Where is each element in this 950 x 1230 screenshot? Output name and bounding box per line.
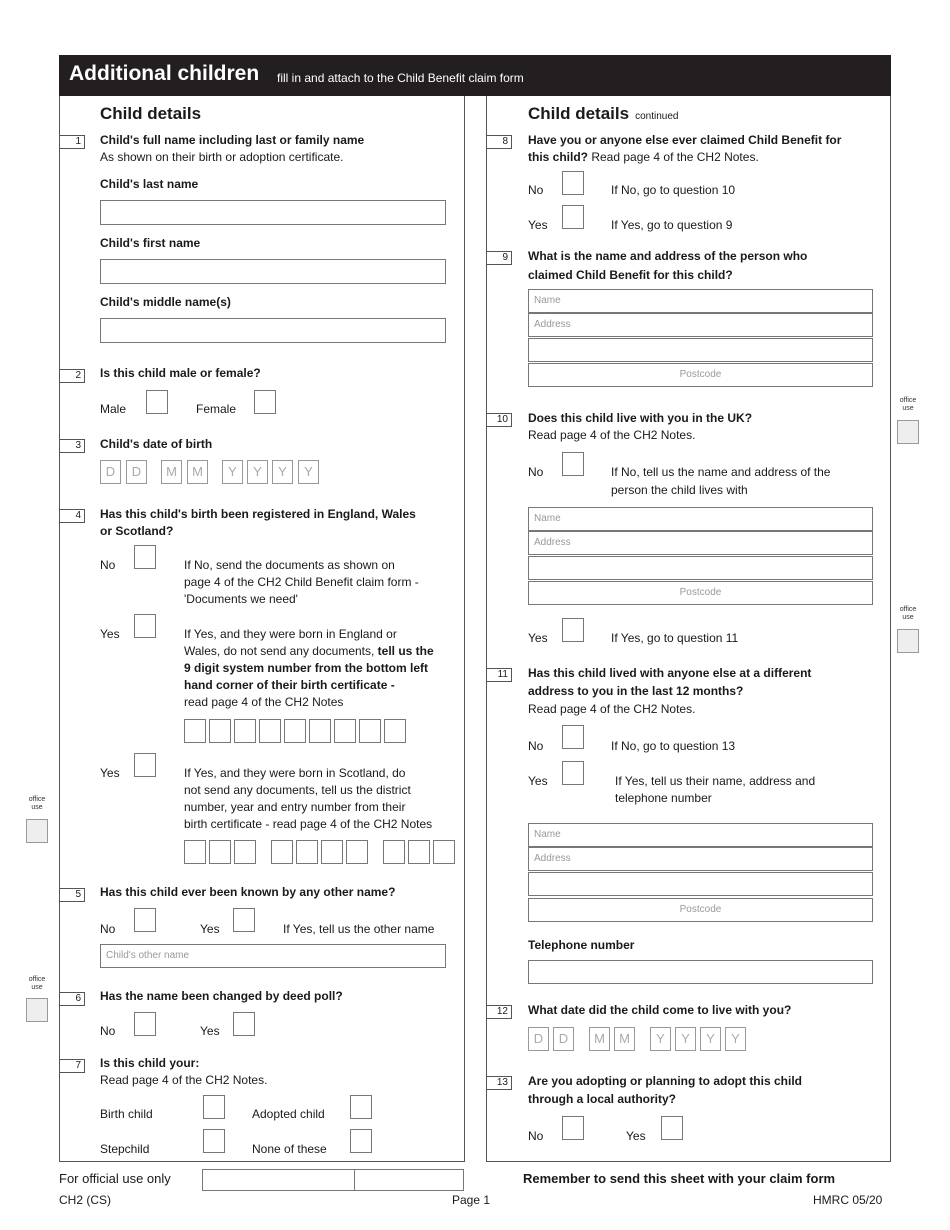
system-digit-8[interactable] (359, 719, 381, 743)
q9-address-input-2[interactable] (528, 338, 873, 362)
q3-title: Child's date of birth (100, 437, 213, 451)
q6-yes-label: Yes (200, 1024, 220, 1038)
question-number-4: 4 (59, 509, 85, 523)
system-digit-1[interactable] (184, 719, 206, 743)
q10-if-no-1: If No, tell us the name and address of the (611, 465, 831, 479)
q4-no-note-3: 'Documents we need' (184, 592, 298, 606)
q8-title-2b: Read page 4 of the CH2 Notes. (588, 150, 759, 164)
question-number-12: 12 (486, 1005, 512, 1019)
q6-no-checkbox[interactable] (134, 1012, 156, 1036)
q10-address-input-2[interactable] (528, 556, 873, 580)
continued-label: continued (635, 111, 679, 122)
q4-yes1-note-2a: Wales, do not send any documents, (184, 644, 378, 658)
office-use-line1: office (899, 606, 917, 613)
office-use-line1: office (28, 796, 46, 803)
q4-yes1-note-1: If Yes, and they were born in England or (184, 627, 397, 641)
q4-no-label: No (100, 558, 116, 572)
q4-yes1-note-2b: tell us the (377, 644, 434, 658)
q5-title: Has this child ever been known by any other name? (100, 885, 396, 899)
adopted-child-checkbox[interactable] (350, 1095, 372, 1119)
q5-no-label: No (100, 922, 116, 936)
office-use-line1: office (899, 397, 917, 404)
q10-yes-checkbox[interactable] (562, 618, 584, 642)
q11-subtitle: Read page 4 of the CH2 Notes. (528, 702, 696, 716)
question-number-2: 2 (59, 369, 85, 383)
q4-yes2-note-1: If Yes, and they were born in Scotland, do (184, 766, 406, 780)
q13-yes-label: Yes (626, 1129, 646, 1143)
q4-no-note-2: page 4 of the CH2 Child Benefit claim form - (184, 575, 419, 589)
year-digit-1[interactable] (271, 840, 293, 864)
q4-title-line2: or Scotland? (100, 524, 174, 538)
dob-year-4[interactable]: Y (298, 460, 319, 484)
q11-if-yes-2: telephone number (615, 791, 712, 805)
question-number-8: 8 (486, 135, 512, 149)
question-number-3: 3 (59, 439, 85, 453)
office-use-line2: use (902, 405, 914, 412)
date-year-1[interactable]: Y (650, 1027, 671, 1051)
question-number-13: 13 (486, 1076, 512, 1090)
question-number-10: 10 (486, 413, 512, 427)
office-use-line2: use (902, 614, 914, 621)
q11-postcode-input[interactable]: Postcode (528, 898, 873, 922)
office-use-label-4 (896, 606, 920, 622)
q11-name-input[interactable]: Name (528, 823, 873, 847)
office-use-line2: use (31, 984, 43, 991)
q11-title-line1: Has this child lived with anyone else at a different (528, 666, 812, 680)
q10-title: Does this child live with you in the UK? (528, 411, 753, 425)
q12-title: What date did the child come to live with you? (528, 1003, 792, 1017)
q5-if-yes-note: If Yes, tell us the other name (283, 922, 435, 936)
q4-yes2-checkbox[interactable] (134, 753, 156, 777)
q13-no-label: No (528, 1129, 544, 1143)
q10-yes-label: Yes (528, 631, 548, 645)
q2-title: Is this child male or female? (100, 366, 261, 380)
q4-yes1-checkbox[interactable] (134, 614, 156, 638)
q4-no-note-1: If No, send the documents as shown on (184, 558, 395, 572)
q6-no-label: No (100, 1024, 116, 1038)
date-year-3[interactable]: Y (700, 1027, 721, 1051)
q8-no-label: No (528, 183, 544, 197)
q4-no-checkbox[interactable] (134, 545, 156, 569)
official-use-label: For official use only (59, 1171, 171, 1186)
system-digit-6[interactable] (309, 719, 331, 743)
telephone-input[interactable] (528, 960, 873, 984)
q9-name-input[interactable]: Name (528, 289, 873, 313)
system-digit-7[interactable] (334, 719, 356, 743)
q9-title-line1: What is the name and address of the person who (528, 249, 808, 263)
q10-subtitle: Read page 4 of the CH2 Notes. (528, 428, 696, 442)
q5-yes-checkbox[interactable] (233, 908, 255, 932)
office-use-label-1 (25, 796, 49, 812)
q4-yes2-note-4: birth certificate - read page 4 of the CH2 Notes (184, 817, 433, 831)
stepchild-label: Stepchild (100, 1142, 150, 1156)
dob-year-2[interactable]: Y (247, 460, 268, 484)
q8-title-2a: this child? (528, 150, 588, 164)
male-label: Male (100, 402, 127, 416)
q10-name-input[interactable]: Name (528, 507, 873, 531)
date-month-1[interactable]: M (589, 1027, 610, 1051)
entry-digit-3[interactable] (433, 840, 455, 864)
section-title-left: Child details (100, 104, 202, 123)
year-digit-3[interactable] (321, 840, 343, 864)
dob-day-1[interactable]: D (100, 460, 121, 484)
q9-address-input-1[interactable]: Address (528, 313, 873, 337)
birth-child-label: Birth child (100, 1107, 153, 1121)
middle-name-input[interactable] (100, 318, 446, 343)
q10-address-input-1[interactable]: Address (528, 531, 873, 555)
office-use-box-4 (897, 629, 919, 653)
office-use-box-1 (26, 819, 48, 843)
office-use-box-2 (26, 998, 48, 1022)
reminder-text: Remember to send this sheet with your claim form (523, 1171, 836, 1186)
system-digit-9[interactable] (384, 719, 406, 743)
female-label: Female (196, 402, 237, 416)
question-number-7: 7 (59, 1059, 85, 1073)
q4-yes2-label: Yes (100, 766, 120, 780)
last-name-label: Child's last name (100, 177, 199, 191)
official-use-box-2 (354, 1169, 464, 1191)
middle-name-label: Child's middle name(s) (100, 295, 231, 309)
dob-year-1[interactable]: Y (222, 460, 243, 484)
year-digit-4[interactable] (346, 840, 368, 864)
form-header (59, 55, 891, 96)
q4-yes2-note-3: number, year and entry number from their (184, 800, 406, 814)
system-digit-3[interactable] (234, 719, 256, 743)
q6-title: Has the name been changed by deed poll? (100, 989, 343, 1003)
other-name-input[interactable]: Child's other name (100, 944, 446, 968)
q8-if-no: If No, go to question 10 (611, 183, 736, 197)
system-digit-2[interactable] (209, 719, 231, 743)
q1-subtitle: As shown on their birth or adoption certificate. (100, 150, 344, 164)
date-year-2[interactable]: Y (675, 1027, 696, 1051)
official-use-box-1 (202, 1169, 355, 1191)
q8-title-line2 (528, 149, 759, 166)
office-use-line2: use (31, 804, 43, 811)
q13-no-checkbox[interactable] (562, 1116, 584, 1140)
office-use-label-3 (896, 397, 920, 413)
office-use-box-3 (897, 420, 919, 444)
page-number: Page 1 (452, 1193, 491, 1207)
dob-day-2[interactable]: D (126, 460, 147, 484)
q7-subtitle: Read page 4 of the CH2 Notes. (100, 1073, 268, 1087)
form-title: Additional children (69, 62, 260, 85)
question-number-1: 1 (59, 135, 85, 149)
q4-yes1-note-5: read page 4 of the CH2 Notes (184, 695, 344, 709)
office-use-label-2 (25, 976, 49, 992)
male-checkbox[interactable] (146, 390, 168, 414)
none-of-these-label: None of these (252, 1142, 327, 1156)
form-ref: HMRC 05/20 (813, 1193, 883, 1207)
date-year-4[interactable]: Y (725, 1027, 746, 1051)
q9-postcode-input[interactable]: Postcode (528, 363, 873, 387)
question-number-9: 9 (486, 251, 512, 265)
dob-year-3[interactable]: Y (272, 460, 293, 484)
office-use-line1: office (28, 976, 46, 983)
q11-address-input-2[interactable] (528, 872, 873, 896)
system-digit-4[interactable] (259, 719, 281, 743)
form-subtitle: fill in and attach to the Child Benefit claim form (277, 71, 524, 85)
q4-yes1-note-2 (184, 643, 434, 660)
q8-yes-checkbox[interactable] (562, 205, 584, 229)
entry-digit-2[interactable] (408, 840, 430, 864)
question-number-6: 6 (59, 992, 85, 1006)
q5-no-checkbox[interactable] (134, 908, 156, 932)
district-digit-3[interactable] (234, 840, 256, 864)
q4-yes1-note-4: hand corner of their birth certificate - (184, 678, 395, 692)
q4-yes1-note-3: 9 digit system number from the bottom left (184, 661, 429, 675)
first-name-label: Child's first name (100, 236, 201, 250)
q13-title-line1: Are you adopting or planning to adopt this child (528, 1074, 802, 1088)
q7-title: Is this child your: (100, 1056, 200, 1070)
question-number-5: 5 (59, 888, 85, 902)
birth-child-checkbox[interactable] (203, 1095, 225, 1119)
q11-if-yes-1: If Yes, tell us their name, address and (615, 774, 816, 788)
q4-yes2-note-2: not send any documents, tell us the district (184, 783, 411, 797)
district-digit-1[interactable] (184, 840, 206, 864)
q10-no-checkbox[interactable] (562, 452, 584, 476)
first-name-input[interactable] (100, 259, 446, 284)
dob-month-2[interactable]: M (187, 460, 208, 484)
q11-if-no: If No, go to question 13 (611, 739, 736, 753)
form-code: CH2 (CS) (59, 1193, 112, 1207)
q4-yes1-label: Yes (100, 627, 120, 641)
entry-digit-1[interactable] (383, 840, 405, 864)
section-title-right (528, 104, 678, 124)
stepchild-checkbox[interactable] (203, 1129, 225, 1153)
q13-yes-checkbox[interactable] (661, 1116, 683, 1140)
q10-if-no-2: person the child lives with (611, 483, 748, 497)
last-name-input[interactable] (100, 200, 446, 225)
date-day-1[interactable]: D (528, 1027, 549, 1051)
q5-yes-label: Yes (200, 922, 220, 936)
q11-no-checkbox[interactable] (562, 725, 584, 749)
q11-address-input-1[interactable]: Address (528, 847, 873, 871)
year-digit-2[interactable] (296, 840, 318, 864)
q8-no-checkbox[interactable] (562, 171, 584, 195)
adopted-child-label: Adopted child (252, 1107, 325, 1121)
system-digit-5[interactable] (284, 719, 306, 743)
q11-no-label: No (528, 739, 544, 753)
telephone-label: Telephone number (528, 938, 635, 952)
q6-yes-checkbox[interactable] (233, 1012, 255, 1036)
q10-postcode-input[interactable]: Postcode (528, 581, 873, 605)
q8-title-line1: Have you or anyone else ever claimed Child Benefit for (528, 133, 842, 147)
q8-if-yes: If Yes, go to question 9 (611, 218, 733, 232)
date-day-2[interactable]: D (553, 1027, 574, 1051)
date-month-2[interactable]: M (614, 1027, 635, 1051)
none-of-these-checkbox[interactable] (350, 1129, 372, 1153)
district-digit-2[interactable] (209, 840, 231, 864)
q10-if-yes: If Yes, go to question 11 (611, 631, 739, 645)
q1-title: Child's full name including last or family name (100, 133, 365, 147)
q8-yes-label: Yes (528, 218, 548, 232)
question-number-11: 11 (486, 668, 512, 682)
q11-yes-label: Yes (528, 774, 548, 788)
q11-yes-checkbox[interactable] (562, 761, 584, 785)
female-checkbox[interactable] (254, 390, 276, 414)
q10-no-label: No (528, 465, 544, 479)
section-title-right-text: Child details (528, 104, 630, 123)
q9-title-line2: claimed Child Benefit for this child? (528, 268, 733, 282)
dob-month-1[interactable]: M (161, 460, 182, 484)
q4-title-line1: Has this child's birth been registered in England, Wales (100, 507, 416, 521)
q11-title-line2: address to you in the last 12 months? (528, 684, 744, 698)
q13-title-line2: through a local authority? (528, 1092, 677, 1106)
